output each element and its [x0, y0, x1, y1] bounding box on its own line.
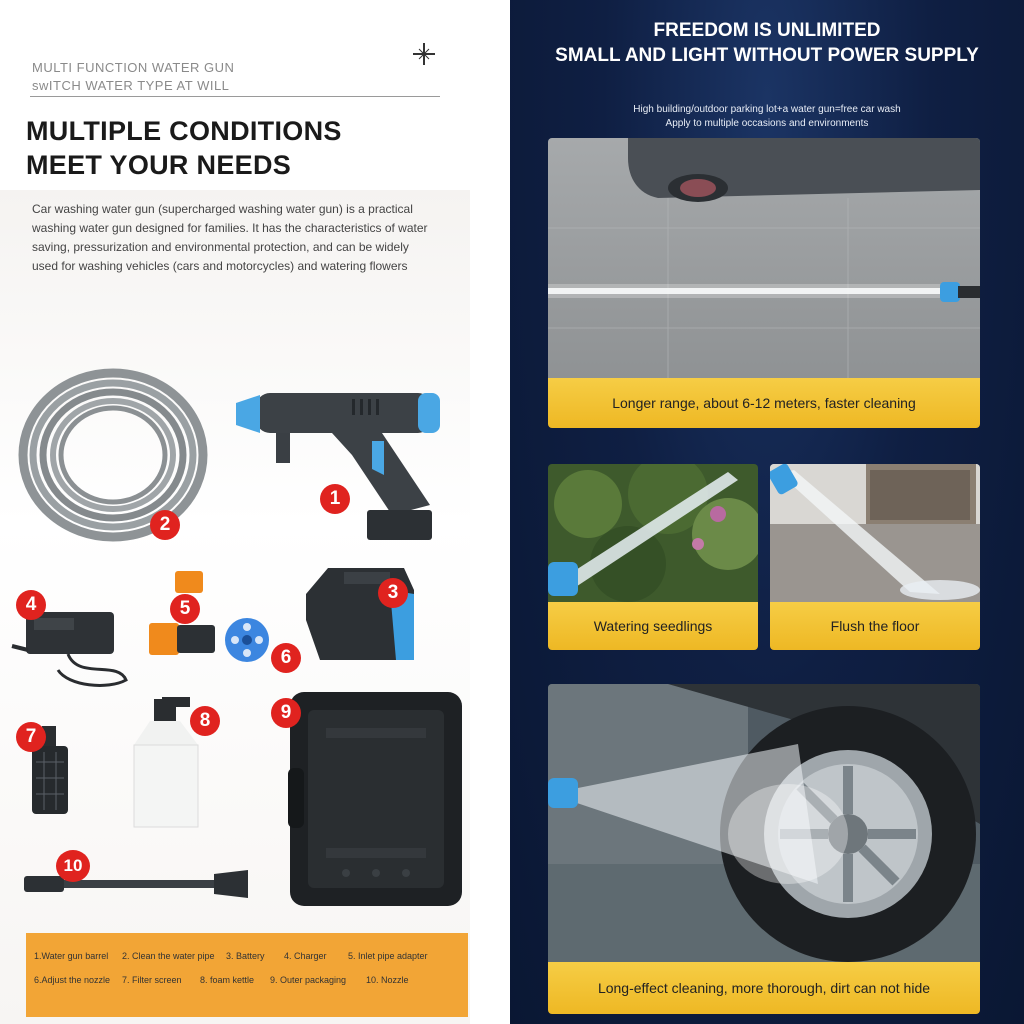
- badge-9: 9: [271, 698, 301, 728]
- long-range-spray-image: [548, 138, 980, 378]
- scenario-card-tire: [548, 684, 980, 1014]
- scenario-card-long-range: [548, 138, 980, 428]
- caption-watering: Watering seedlings: [548, 602, 758, 650]
- legend-item-7: 7. Filter screen: [122, 975, 182, 985]
- subtitle-line-1: MULTI FUNCTION WATER GUN: [32, 60, 235, 75]
- heading-line-2: MEET YOUR NEEDS: [26, 150, 292, 180]
- adjustable-nozzle-image: [222, 615, 272, 665]
- subtitle-line-2: swITCH WATER TYPE AT WILL: [32, 78, 230, 93]
- carry-case-image: [286, 688, 466, 910]
- legend-item-6: 6.Adjust the nozzle: [34, 975, 111, 985]
- badge-10: 10: [56, 850, 90, 882]
- water-gun-image: [232, 385, 447, 545]
- tire-cleaning-image: [548, 684, 980, 962]
- info-line-1: High building/outdoor parking lot+a water gun=free car wash: [633, 104, 901, 115]
- legend-item-10: 10. Nozzle: [366, 975, 409, 985]
- legend-item-9: 9. Outer packaging: [270, 975, 347, 985]
- legend-item-5: 5. Inlet pipe adapter: [348, 951, 428, 961]
- scenario-card-floor: [770, 464, 980, 650]
- battery-image: [300, 560, 420, 670]
- badge-8: 8: [190, 706, 220, 736]
- subtitle-divider: [30, 96, 440, 97]
- legend-item-4: 4. Charger: [284, 951, 327, 961]
- water-pipe-image: [8, 360, 218, 560]
- watering-seedlings-image: [548, 464, 758, 602]
- caption-floor: Flush the floor: [770, 602, 980, 650]
- caption-long-range: Longer range, about 6-12 meters, faster cleaning: [548, 378, 980, 428]
- nozzle-wand-image: [20, 866, 250, 906]
- legend-item-1: 1.Water gun barrel: [34, 951, 109, 961]
- scenario-card-watering: [548, 464, 758, 650]
- info-line-2: Apply to multiple occasions and environments: [665, 118, 869, 129]
- product-components-panel: [0, 0, 470, 1024]
- badge-3: 3: [378, 578, 408, 608]
- use-scenarios-panel: [510, 0, 1024, 1024]
- badge-2: 2: [150, 510, 180, 540]
- badge-1: 1: [320, 484, 350, 514]
- caption-tire: Long-effect cleaning, more thorough, dirt can not hide: [548, 962, 980, 1014]
- badge-5: 5: [170, 594, 200, 624]
- badge-4: 4: [16, 590, 46, 620]
- component-legend: [26, 933, 468, 1017]
- badge-7: 7: [16, 722, 46, 752]
- sparkle-icon: [410, 40, 438, 68]
- heading-line-1: MULTIPLE CONDITIONS: [26, 116, 342, 146]
- legend-item-3: 3. Battery: [226, 951, 265, 961]
- badge-6: 6: [271, 643, 301, 673]
- product-description: Car washing water gun (supercharged washing water gun) is a practical washing water gun designed for families. It has the characteristics of water saving, pressurization and environmental protection, and can be widely used for washing vehicles (cars and motorcycles) and watering flowers: [32, 202, 428, 273]
- flush-floor-image: [770, 464, 980, 602]
- title-line-2: SMALL AND LIGHT WITHOUT POWER SUPPLY: [555, 45, 979, 66]
- legend-item-8: 8. foam kettle: [200, 975, 255, 985]
- legend-item-2: 2. Clean the water pipe: [122, 951, 215, 961]
- title-line-1: FREEDOM IS UNLIMITED: [653, 20, 881, 41]
